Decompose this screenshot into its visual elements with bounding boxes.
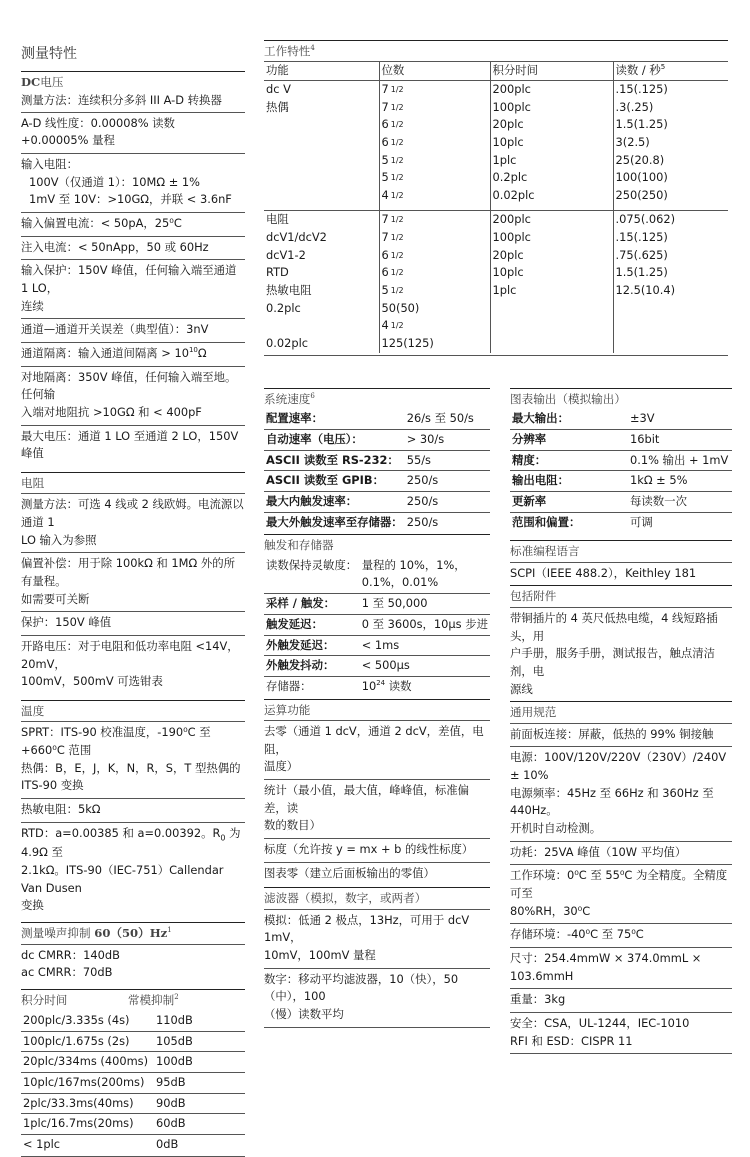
half-digit: 1/2 bbox=[390, 250, 404, 260]
sys-row bbox=[264, 471, 490, 492]
math-zero: 去零（通道 1 dcV，通道 2 dcV，差值，电阻， 温度） bbox=[264, 720, 490, 779]
work-cell: 25(20.8) bbox=[615, 152, 665, 167]
dc-method: 测量方法：连续积分多斜 III A-D 转换器 bbox=[21, 93, 222, 108]
half-digit: 1/2 bbox=[390, 155, 404, 165]
out-key: 精度： bbox=[510, 450, 628, 471]
accessories-header: 包括附件 bbox=[510, 589, 557, 604]
res-open-voltage: 开路电压：对于电阻和低功率电阻 <14V，20mV， 100mV，500mV 可选钳表 bbox=[21, 635, 245, 694]
math-chart-zero: 图表零（建立后面板输出的零值） bbox=[264, 862, 490, 886]
work-cell: 100plc bbox=[492, 99, 531, 114]
temp-rtd: RTD：a=0.00385 和 a=0.00392。$R_0$ 为 4.9Ω 至 2.1kΩ。ITS-90（IEC-751）Callendar Van Dusen 变换 bbox=[21, 822, 245, 918]
nmrr-key: 10plc/167ms(200ms) bbox=[21, 1072, 154, 1093]
nmrr-row bbox=[21, 1093, 245, 1114]
work-cell: 200plc bbox=[492, 212, 531, 227]
trig-value: < 500μs bbox=[360, 656, 490, 677]
work-cell: 1.5(1.25) bbox=[615, 117, 668, 132]
sys-row bbox=[264, 409, 490, 429]
nmrr-row bbox=[21, 1134, 245, 1154]
nmrr-col-time: 积分时间 bbox=[21, 992, 68, 1007]
work-cell: dcV1/dcV2 bbox=[266, 229, 327, 244]
nmrr-row bbox=[21, 1011, 245, 1031]
nmrr-row bbox=[21, 1072, 245, 1093]
work-table-header: 功能 位数 积分时间 读数 / 秒$^5$ bbox=[264, 62, 728, 80]
half-digit: 1/2 bbox=[390, 268, 404, 278]
math-header: 运算功能 bbox=[264, 702, 311, 717]
work-cell: 100plc bbox=[492, 229, 531, 244]
out-key: 更新率 bbox=[510, 492, 628, 513]
dc-ground-isolation: 对地隔离：350V 峰值，任何输入端至地。任何输 入端对地阻抗 >10GΩ 和 < 400pF bbox=[21, 366, 245, 425]
trigger-table: 读数保持灵敏度： 量程的 10%，1%， 0.1%，0.01% 采样 / 触发： 1 至 50,000 触发延迟： 0 至 3600s，10μs 步进 外触发延迟： < 1ms 外触发抖动： < 500μs 存储器： $10^{24}$ 读数 bbox=[264, 556, 490, 697]
sys-key: 自动速率（电压）： bbox=[264, 430, 405, 451]
nmrr-row bbox=[21, 1031, 245, 1052]
work-cell: 电阻 bbox=[266, 212, 289, 227]
trig-row bbox=[264, 614, 490, 635]
middle-column bbox=[264, 388, 490, 1028]
resistance-header: 电阻 bbox=[21, 475, 45, 490]
half-digit: 1/2 bbox=[390, 321, 404, 331]
half-digit: 1/2 bbox=[390, 191, 404, 201]
res-method: 测量方法：可选 4 线或 2 线欧姆。电流源以通道 1 LO 输入为参照 bbox=[21, 493, 245, 552]
nmrr-value: 100dB bbox=[154, 1052, 245, 1073]
out-value: 可调 bbox=[628, 512, 732, 532]
work-cell: 0.02plc bbox=[492, 188, 535, 203]
filter-analog: 模拟：低通 2 极点，13Hz，可用于 dcV 1mV， 10mV，100mV 量程 bbox=[264, 909, 490, 968]
dc-input-protection: 输入保护：150V 峰值，任何输入端至通道 1 LO， 连续 bbox=[21, 259, 245, 318]
work-cell: 7 1/2 bbox=[381, 82, 404, 97]
work-cell: 3(2.5) bbox=[615, 135, 650, 150]
dc-channel-isolation: 通道隔离：输入通道间隔离 > $10^{10}\Omega$ bbox=[21, 342, 245, 366]
out-key: 输出电阻： bbox=[510, 471, 628, 492]
work-cell: .15(.125) bbox=[615, 82, 668, 97]
work-cell bbox=[266, 317, 377, 335]
dc-voltage-header: DC电压 bbox=[21, 75, 64, 89]
work-cell: 7 1/2 bbox=[381, 229, 404, 244]
trig-key: 外触发抖动： bbox=[264, 656, 360, 677]
sys-row bbox=[264, 430, 490, 451]
math-stat: 统计（最小值，最大值，峰峰值，标准偏差，读 数的数目） bbox=[264, 779, 490, 838]
out-row bbox=[510, 409, 732, 429]
gen-safety: 安全：CSA，UL-1244，IEC-1010 RFI 和 ESD：CISPR 11 bbox=[510, 1012, 732, 1053]
work-cell: 1plc bbox=[492, 282, 517, 297]
work-header: 工作特性$^4$ bbox=[264, 44, 315, 58]
sys-value: 250/s bbox=[405, 492, 490, 513]
dc-max-voltage: 最大电压：通道 1 LO 至通道 2 LO，150V 峰值 bbox=[21, 425, 245, 466]
sys-key: 配置速率： bbox=[266, 411, 323, 426]
work-cell: 0.02plc bbox=[266, 335, 309, 350]
out-key: 范围和偏置： bbox=[510, 512, 628, 532]
out-row bbox=[510, 430, 732, 451]
sys-key: 最大内触发速率： bbox=[264, 492, 405, 513]
half-digit: 1/2 bbox=[390, 120, 404, 130]
nmrr-key: < 1plc bbox=[21, 1134, 154, 1154]
noise-header: 测量噪声抑制 60（50）Hz$^1$ bbox=[21, 926, 172, 941]
dc-switch-error: 通道—通道开关误差（典型值）：3nV bbox=[21, 318, 245, 342]
sys-row bbox=[264, 450, 490, 471]
work-cell: dc V bbox=[266, 82, 291, 97]
out-key: 分辨率 bbox=[510, 430, 628, 451]
nmrr-key: 200plc/3.335s (4s) bbox=[23, 1012, 130, 1027]
sys-value: > 30/s bbox=[405, 430, 490, 451]
noise-cmrr: dc CMRR：140dB ac CMRR：70dB bbox=[21, 944, 245, 985]
res-offset: 偏置补偿：用于除 100kΩ 和 1MΩ 外的所有量程。 如需要可关断 bbox=[21, 552, 245, 611]
gen-weight: 重量：3kg bbox=[510, 988, 732, 1012]
out-value: ±3V bbox=[630, 411, 655, 426]
sys-value: 250/s bbox=[405, 471, 490, 492]
work-cell: 5 1/2 bbox=[381, 170, 404, 185]
work-cell: .75(.625) bbox=[615, 247, 668, 262]
work-group-2 bbox=[264, 211, 728, 352]
gen-size: 尺寸：254.4mmW × 374.0mmL × 103.6mmH bbox=[510, 947, 732, 988]
sys-speed-table bbox=[264, 409, 490, 532]
gen-power: 电源：100V/120V/220V（230V）/240V ± 10% 电源频率：45Hz 至 66Hz 和 360Hz 至 440Hz。 开机时自动检测。 bbox=[510, 746, 732, 840]
work-cell: 1.5(1.25) bbox=[615, 265, 668, 280]
dc-inject-current: 注入电流：< 50nApp，50 或 60Hz bbox=[21, 236, 245, 260]
gen-env: 工作环境：0⁰C 至 55⁰C 为全精度。全精度可至 80%RH，30⁰C bbox=[510, 864, 732, 923]
left-column bbox=[21, 40, 245, 1157]
work-cell: RTD bbox=[266, 265, 289, 280]
out-value: 16bit bbox=[628, 430, 732, 451]
temp-sprt: SPRT：ITS-90 校准温度，-190⁰C 至 +660⁰C 范围 热偶：B，E，J，K，N，R，S，T 型热偶的 ITS-90 变换 bbox=[21, 721, 245, 798]
trig-value: 1 至 50,000 bbox=[360, 594, 490, 615]
trig-key: 触发延迟： bbox=[264, 614, 360, 635]
nmrr-key: 20plc/334ms (400ms) bbox=[21, 1052, 154, 1073]
sys-key: ASCII 读数至 RS-232： bbox=[264, 450, 405, 471]
work-cell: 热敏电阻 bbox=[266, 282, 312, 297]
math-scale: 标度（允许按 y = mx + b 的线性标度） bbox=[264, 838, 490, 862]
work-cell: 200plc bbox=[492, 82, 531, 97]
trig-value: 0 至 3600s，10μs 步进 bbox=[360, 614, 490, 635]
output-header: 图表输出（模拟输出） bbox=[510, 392, 626, 406]
language-header: 标准编程语言 bbox=[510, 544, 580, 559]
nmrr-value: 90dB bbox=[154, 1093, 245, 1114]
half-digit: 1/2 bbox=[390, 232, 404, 242]
nmrr-key: 100plc/1.675s (2s) bbox=[21, 1031, 154, 1052]
nmrr-value: 95dB bbox=[154, 1072, 245, 1093]
work-cell: 7 1/2 bbox=[381, 99, 404, 114]
work-cell: 6 1/2 bbox=[381, 135, 404, 150]
trig-row bbox=[264, 635, 490, 656]
dc-bias-current: 输入偏置电流：< 50pA，25⁰C bbox=[21, 212, 245, 236]
gen-watt: 功耗：25VA 峰值（10W 平均值） bbox=[510, 841, 732, 865]
filter-header: 滤波器（模拟，数字，或两者） bbox=[264, 891, 427, 906]
gen-front: 前面板连接：屏蔽，低热的 99% 铜接触 bbox=[510, 723, 732, 747]
half-digit: 1/2 bbox=[390, 85, 404, 95]
gen-storage: 存储环境：-40⁰C 至 75⁰C bbox=[510, 923, 732, 947]
filter-digital: 数字：移动平均滤波器，10（快），50（中），100 （慢）读数平均 bbox=[264, 968, 490, 1027]
nmrr-table bbox=[21, 990, 245, 1011]
temp-thermistor: 热敏电阻：5kΩ bbox=[21, 798, 245, 822]
work-cell: 12.5(10.4) bbox=[615, 282, 676, 297]
out-row bbox=[510, 471, 732, 492]
sys-row bbox=[264, 492, 490, 513]
dc-input-resistance: 输入电阻： 100V（仅通道 1）：10MΩ ± 1% 1mV 至 10V：>10GΩ，并联 < 3.6nF bbox=[21, 153, 245, 212]
work-cell: 10plc bbox=[492, 265, 524, 280]
nmrr-value: 0dB bbox=[154, 1134, 245, 1154]
res-protection: 保护：150V 峰值 bbox=[21, 611, 245, 635]
trig-value: < 1ms bbox=[360, 635, 490, 656]
out-row bbox=[510, 512, 732, 532]
out-value: 1kΩ ± 5% bbox=[628, 471, 732, 492]
sys-value: 250/s bbox=[405, 512, 490, 532]
sys-value: 55/s bbox=[405, 450, 490, 471]
language-text: SCPI（IEEE 488.2），Keithley 181 bbox=[510, 562, 732, 586]
out-row bbox=[510, 492, 732, 513]
work-cell: 20plc bbox=[492, 117, 524, 132]
half-digit: 1/2 bbox=[390, 173, 404, 183]
work-cell: 7 1/2 bbox=[381, 212, 404, 227]
output-table bbox=[510, 409, 732, 532]
section-title: 测量特性 bbox=[21, 46, 77, 62]
nmrr-col-rejection: 常模抑制$^2$ bbox=[127, 992, 179, 1007]
work-cell: dcV1-2 bbox=[266, 247, 306, 262]
work-cell: 5 1/2 bbox=[381, 152, 404, 167]
trig-key: 外触发延迟： bbox=[264, 635, 360, 656]
sys-key: 最大外触发速率至存储器： bbox=[264, 512, 405, 532]
out-value: 0.1% 输出 + 1mV bbox=[628, 450, 732, 471]
half-digit: 1/2 bbox=[390, 285, 404, 295]
work-cell: 1plc bbox=[492, 152, 517, 167]
nmrr-row bbox=[21, 1052, 245, 1073]
out-value: 每读数一次 bbox=[628, 492, 732, 513]
work-cell: .15(.125) bbox=[615, 229, 668, 244]
work-cell: 0.2plc bbox=[492, 170, 528, 185]
work-characteristics bbox=[264, 40, 728, 356]
nmrr-value: 110dB bbox=[156, 1012, 193, 1027]
general-header: 通用规范 bbox=[510, 705, 557, 720]
sys-speed-header: 系统速度$^6$ bbox=[264, 392, 315, 406]
accessories-text: 带铜插片的 4 英尺低热电缆，4 线短路插头，用 户手册，服务手册，测试报告，触点清洁剂，电 源线 bbox=[510, 607, 732, 701]
work-cell: 100(100) bbox=[615, 170, 668, 185]
trig-row bbox=[264, 594, 490, 615]
work-cell: 20plc bbox=[492, 247, 524, 262]
trig-row bbox=[264, 656, 490, 677]
trig-key: 采样 / 触发： bbox=[264, 594, 360, 615]
work-cell: 5 1/2 bbox=[381, 282, 404, 297]
work-cell: 50(50) bbox=[381, 300, 420, 315]
work-cell: 0.2plc bbox=[266, 300, 301, 315]
dc-linearity: A-D 线性度：0.00008% 读数 +0.00005% 量程 bbox=[21, 112, 245, 153]
trigger-header: 触发和存储器 bbox=[264, 538, 334, 553]
nmrr-key: 1plc/16.7ms(20ms) bbox=[21, 1114, 154, 1135]
work-cell: 250(250) bbox=[615, 188, 668, 203]
work-cell: 4 1/2 bbox=[381, 188, 404, 203]
work-cell: 4 1/2 bbox=[381, 318, 404, 333]
nmrr-value: 60dB bbox=[154, 1114, 245, 1135]
work-cell: 热偶 bbox=[266, 99, 289, 114]
work-cell: .3(.25) bbox=[615, 99, 654, 114]
nmrr-rows bbox=[21, 1011, 245, 1155]
out-row bbox=[510, 450, 732, 471]
nmrr-row bbox=[21, 1114, 245, 1135]
nmrr-value: 105dB bbox=[154, 1031, 245, 1052]
work-group-1 bbox=[264, 81, 728, 205]
half-digit: 1/2 bbox=[390, 215, 404, 225]
right-column bbox=[510, 388, 732, 1054]
work-cell: 6 1/2 bbox=[381, 117, 404, 132]
temperature-header: 温度 bbox=[21, 704, 45, 719]
work-cell: 6 1/2 bbox=[381, 247, 404, 262]
work-cell: 6 1/2 bbox=[381, 265, 404, 280]
work-table bbox=[264, 62, 728, 352]
half-digit: 1/2 bbox=[390, 102, 404, 112]
work-cell: 10plc bbox=[492, 135, 524, 150]
half-digit: 1/2 bbox=[390, 138, 404, 148]
nmrr-key: 2plc/33.3ms(40ms) bbox=[21, 1093, 154, 1114]
sys-row bbox=[264, 512, 490, 532]
sys-value: 26/s 至 50/s bbox=[406, 411, 474, 426]
work-cell: .075(.062) bbox=[615, 212, 676, 227]
work-cell: 125(125) bbox=[381, 335, 434, 350]
out-key: 最大输出： bbox=[512, 411, 569, 426]
sys-key: ASCII 读数至 GPIB： bbox=[264, 471, 405, 492]
